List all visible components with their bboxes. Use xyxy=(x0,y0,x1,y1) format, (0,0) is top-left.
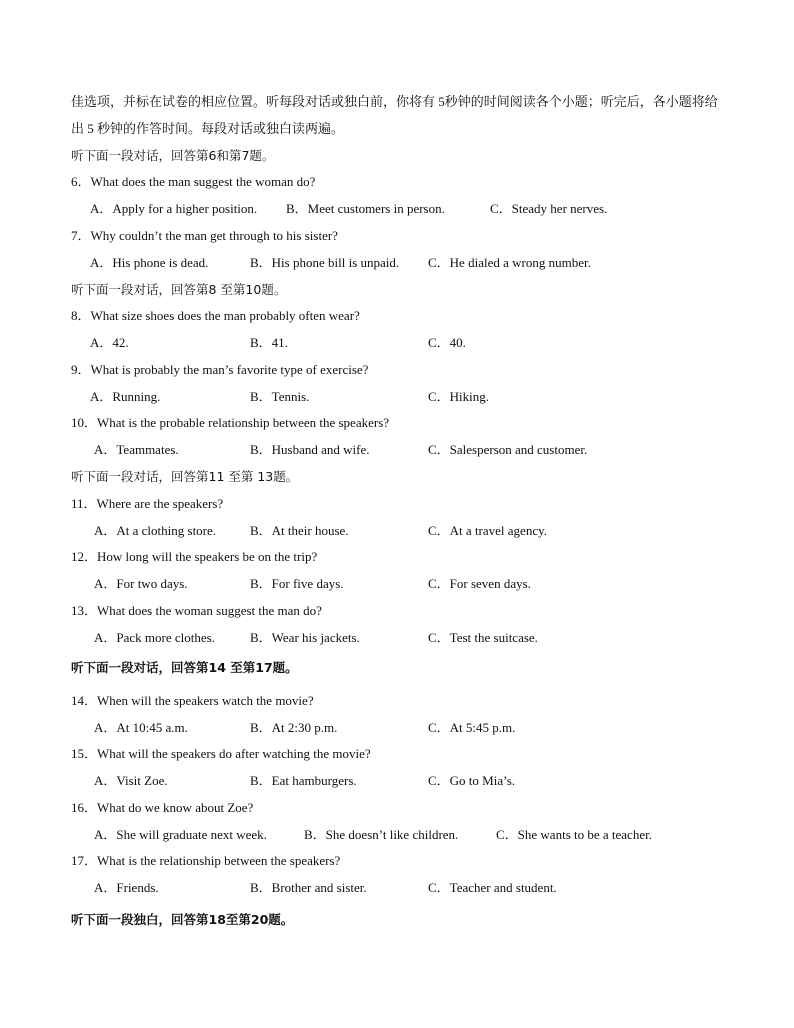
option-a: A．Pack more clothes. xyxy=(94,630,215,645)
option-c: C．At 5:45 p.m. xyxy=(428,720,516,735)
option-b: B．For five days. xyxy=(250,576,344,591)
option-c: C．Hiking. xyxy=(428,389,490,404)
section-heading-4: 听下面一段对话，回答第14 至第17题。 xyxy=(71,660,298,675)
option-b: B．At their house. xyxy=(250,523,349,538)
section-heading-5: 听下面一段独白，回答第18至第20题。 xyxy=(71,912,294,927)
section-heading-3: 听下面一段对话，回答第11 至第 13题。 xyxy=(71,469,299,484)
option-a: A．Friends. xyxy=(94,880,159,895)
option-c: C．She wants to be a teacher. xyxy=(496,827,652,842)
option-a: A．For two days. xyxy=(94,576,188,591)
option-b: B．Wear his jackets. xyxy=(250,630,360,645)
option-a: A．Visit Zoe. xyxy=(94,773,168,788)
option-a: A．At 10:45 a.m. xyxy=(94,720,188,735)
question-13: 13．What does the woman suggest the man do? xyxy=(71,603,322,618)
option-a: A．42. xyxy=(90,335,129,350)
option-c: C．Steady her nerves. xyxy=(490,201,608,216)
option-b: B．41. xyxy=(250,335,288,350)
option-b: B．His phone bill is unpaid. xyxy=(250,255,400,270)
intro-instructions: 佳选项，并标在试卷的相应位置。听每段对话或独白前，你将有 5秒钟的时间阅读各个小题；听完后，各小题将给出 5 秒钟的作答时间。每段对话或独白读两遍。 xyxy=(71,94,718,136)
question-15: 15．What will the speakers do after watching the movie? xyxy=(71,746,371,761)
option-c: C．40. xyxy=(428,335,466,350)
question-11: 11．Where are the speakers? xyxy=(71,496,224,511)
option-b: B．Husband and wife. xyxy=(250,442,370,457)
question-6: 6．What does the man suggest the woman do? xyxy=(71,174,316,189)
question-10: 10．What is the probable relationship between the speakers? xyxy=(71,415,390,430)
option-c: C．Go to Mia’s. xyxy=(428,773,516,788)
option-a: A．Teammates. xyxy=(94,442,179,457)
option-b: B．Eat hamburgers. xyxy=(250,773,357,788)
section-heading-2: 听下面一段对话，回答第8 至第10题。 xyxy=(71,282,287,297)
option-c: C．Teacher and student. xyxy=(428,880,557,895)
question-17: 17．What is the relationship between the speakers? xyxy=(71,853,341,868)
option-a: A．Apply for a higher position. xyxy=(90,201,258,216)
option-c: C．He dialed a wrong number. xyxy=(428,255,591,270)
option-b: B．Brother and sister. xyxy=(250,880,367,895)
option-a: A．At a clothing store. xyxy=(94,523,217,538)
question-12: 12．How long will the speakers be on the trip? xyxy=(71,549,318,564)
question-14: 14．When will the speakers watch the movie? xyxy=(71,693,314,708)
option-a: A．His phone is dead. xyxy=(90,255,209,270)
option-c: C．Salesperson and customer. xyxy=(428,442,588,457)
question-9: 9．What is probably the man’s favorite type of exercise? xyxy=(71,362,369,377)
option-a: A．She will graduate next week. xyxy=(94,827,267,842)
question-7: 7．Why couldn’t the man get through to his sister? xyxy=(71,228,338,243)
option-a: A．Running. xyxy=(90,389,161,404)
option-c: C．For seven days. xyxy=(428,576,531,591)
option-b: B．She doesn’t like children. xyxy=(304,827,459,842)
option-c: C．Test the suitcase. xyxy=(428,630,538,645)
option-c: C．At a travel agency. xyxy=(428,523,547,538)
section-heading-1: 听下面一段对话，回答第6和第7题。 xyxy=(71,148,275,163)
question-8: 8．What size shoes does the man probably often wear? xyxy=(71,308,360,323)
option-b: B．At 2:30 p.m. xyxy=(250,720,338,735)
option-b: B．Meet customers in person. xyxy=(286,201,445,216)
question-16: 16．What do we know about Zoe? xyxy=(71,800,254,815)
option-b: B．Tennis. xyxy=(250,389,310,404)
